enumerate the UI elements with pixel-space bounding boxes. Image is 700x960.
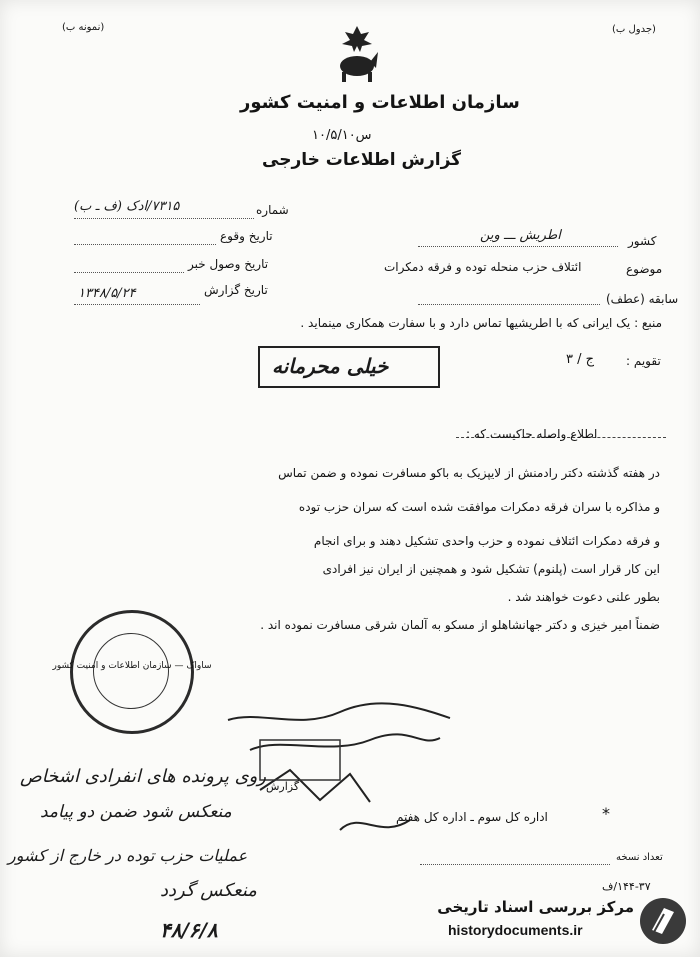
watermark-url: historydocuments.ir bbox=[448, 922, 583, 938]
body-line-2: و مذاکره با سران فرقه دمکرات موافقت شده است که سران حزب توده bbox=[298, 500, 660, 514]
copies-label: تعداد نسخه bbox=[616, 852, 663, 863]
occurrence-date-label: تاریخ وقوع bbox=[220, 229, 273, 243]
subject-value: ائتلاف حزب منحله توده و فرقه دمکرات bbox=[384, 260, 582, 274]
lion-and-sun-emblem-icon bbox=[334, 22, 380, 88]
source-line: منبع : یک ایرانی که با اطریشیها تماس دارد و با سفارت همکاری مینماید . bbox=[300, 316, 662, 330]
reference-code: س۱۰/۵/۱۰ bbox=[312, 128, 372, 143]
number-label: شماره bbox=[256, 203, 289, 217]
body-line-5: بطور علنی دعوت خواهند شد . bbox=[507, 590, 660, 604]
evaluation-label: تقویم : bbox=[626, 354, 661, 368]
handwritten-note-1: روی پرونده های انفرادی اشخاص bbox=[20, 766, 267, 787]
center-note: گزارش bbox=[266, 780, 300, 793]
country-label: کشور bbox=[628, 234, 657, 248]
report-date-value: ۱۳۴۸/۵/۲۴ bbox=[78, 286, 136, 301]
handwritten-date: ۴۸/۶/۸ bbox=[160, 918, 218, 942]
evaluation-value: ج / ۳ bbox=[566, 352, 595, 367]
distribution-line: اداره کل سوم ـ اداره کل هفتم bbox=[396, 810, 548, 824]
form-type-left: (نمونه ب) bbox=[62, 22, 105, 33]
form-code: ۱۴۴-۳۷/ف bbox=[602, 880, 651, 893]
organization-name: سازمان اطلاعات و امنیت کشور bbox=[240, 92, 520, 113]
country-value: اطریش ـــ وین bbox=[480, 228, 561, 243]
received-info-label: اطلاع واصله حاکیست که : bbox=[466, 427, 598, 441]
handwritten-note-4: منعکس گردد bbox=[160, 880, 257, 901]
subject-label: موضوع bbox=[626, 262, 663, 276]
form-type-right: (جدول ب) bbox=[612, 24, 656, 35]
number-value: ۷۳۱۵/ادک (ف ـ ب) bbox=[74, 199, 180, 214]
body-line-6: ضمناً امیر خیزی و دکتر جهانشاهلو از مسکو به آلمان شرقی مسافرت نموده اند . bbox=[260, 618, 660, 632]
report-title: گزارش اطلاعات خارجی bbox=[262, 150, 462, 170]
archive-logo-icon bbox=[640, 898, 686, 944]
round-stamp: ساواک — سازمان اطلاعات و امنیت کشور bbox=[70, 610, 194, 734]
received-date-label: تاریخ وصول خبر bbox=[188, 257, 269, 271]
body-line-4: این کار قرار است (پلنوم) تشکیل شود و همچنین از ایران نیز افرادی bbox=[322, 562, 660, 576]
watermark-title: مرکز بررسی اسناد تاریخی bbox=[437, 898, 634, 916]
asterisk-mark: * bbox=[602, 804, 610, 823]
watermark bbox=[418, 892, 690, 950]
report-date-label: تاریخ گزارش bbox=[204, 283, 268, 297]
handwritten-note-3: عملیات حزب توده در خارج از کشور bbox=[8, 846, 248, 865]
handwritten-note-2: منعکس شود ضمن دو پیامد bbox=[40, 802, 232, 822]
body-line-1: در هفته گذشته دکتر رادمنش از لایپزیک به باکو مسافرت نموده و ضمن تماس bbox=[278, 466, 660, 480]
classification-stamp: خیلی محرمانه bbox=[258, 346, 440, 388]
background-label: سابقه (عطف) bbox=[606, 292, 679, 306]
body-line-3: و فرقه دمکرات ائتلاف نموده و حزب واحدی تشکیل دهند و برای انجام bbox=[313, 534, 660, 548]
